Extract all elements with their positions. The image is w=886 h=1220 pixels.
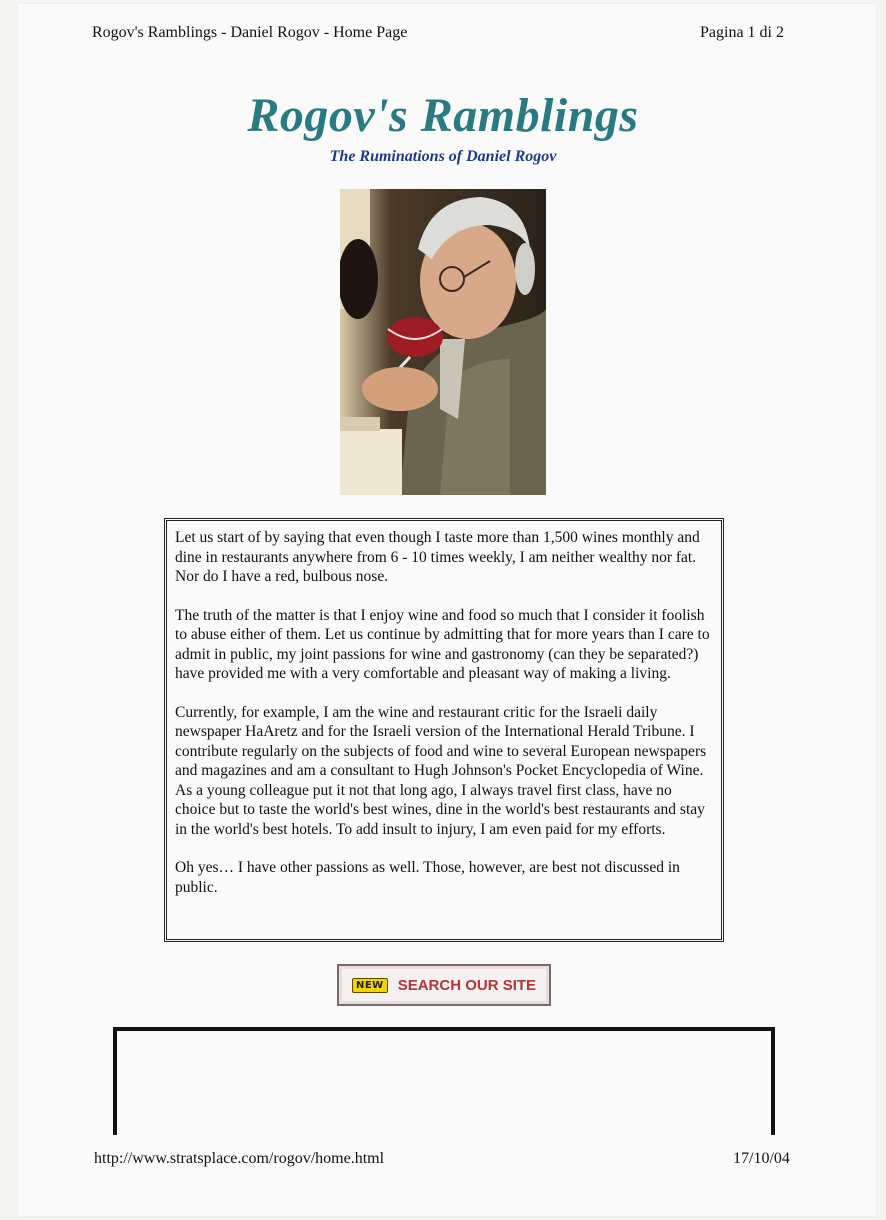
intro-text-box [164,518,724,942]
intro-paragraph: The truth of the matter is that I enjoy wine and food so much that I consider it foolish to abuse either of them. Let us continue by admitting that for more years than I care to admit in public, my joint passions for wine and gastronomy (can they be separated?) have provided me with a very comfortable and pleasant way of making a living. [175,606,710,682]
new-badge-icon: NEW [352,978,388,993]
search-button-label: SEARCH OUR SITE [397,976,537,994]
intro-paragraph: Let us start of by saying that even though I taste more than 1,500 wines monthly and dine in restaurants anywhere from 6 - 10 times weekly, I am neither wealthy nor fat. Nor do I have a red, bulbous nose. [175,529,700,585]
empty-frame-border [113,1027,117,1135]
site-subtitle: The Ruminations of Daniel Rogov [329,148,557,165]
print-footer-url: http://www.stratsplace.com/rogov/home.html [94,1150,385,1167]
site-title: Rogov's Ramblings [247,89,639,142]
intro-paragraph: Currently, for example, I am the wine and restaurant critic for the Israeli daily newspaper HaAretz and for the Israeli version of the International Herald Tribune. I contribute regularly on the subjects of food and wine to several European newspapers and magazines and am a consultant to Hugh Johnson's Pocket Encyclopedia of Wine. As a young colleague put it not that long ago, I always travel first class, have no choice but to taste the world's best wines, dine in the world's best restaurants and stay in the world's best hotels. To add insult to injury, I am even paid for my efforts. [175,703,707,838]
print-footer-date: 17/10/04 [733,1150,790,1167]
empty-frame-border [771,1027,775,1135]
intro-paragraph: Oh yes… I have other passions as well. Those, however, are best not discussed in public. [175,859,680,896]
print-page-indicator: Pagina 1 di 2 [700,24,784,41]
author-photo [340,189,546,495]
print-header-title: Rogov's Ramblings - Daniel Rogov - Home Page [92,24,408,41]
empty-frame-border [113,1027,775,1031]
search-our-site-button[interactable] [337,964,551,1006]
author-photo-illustration [340,189,546,495]
